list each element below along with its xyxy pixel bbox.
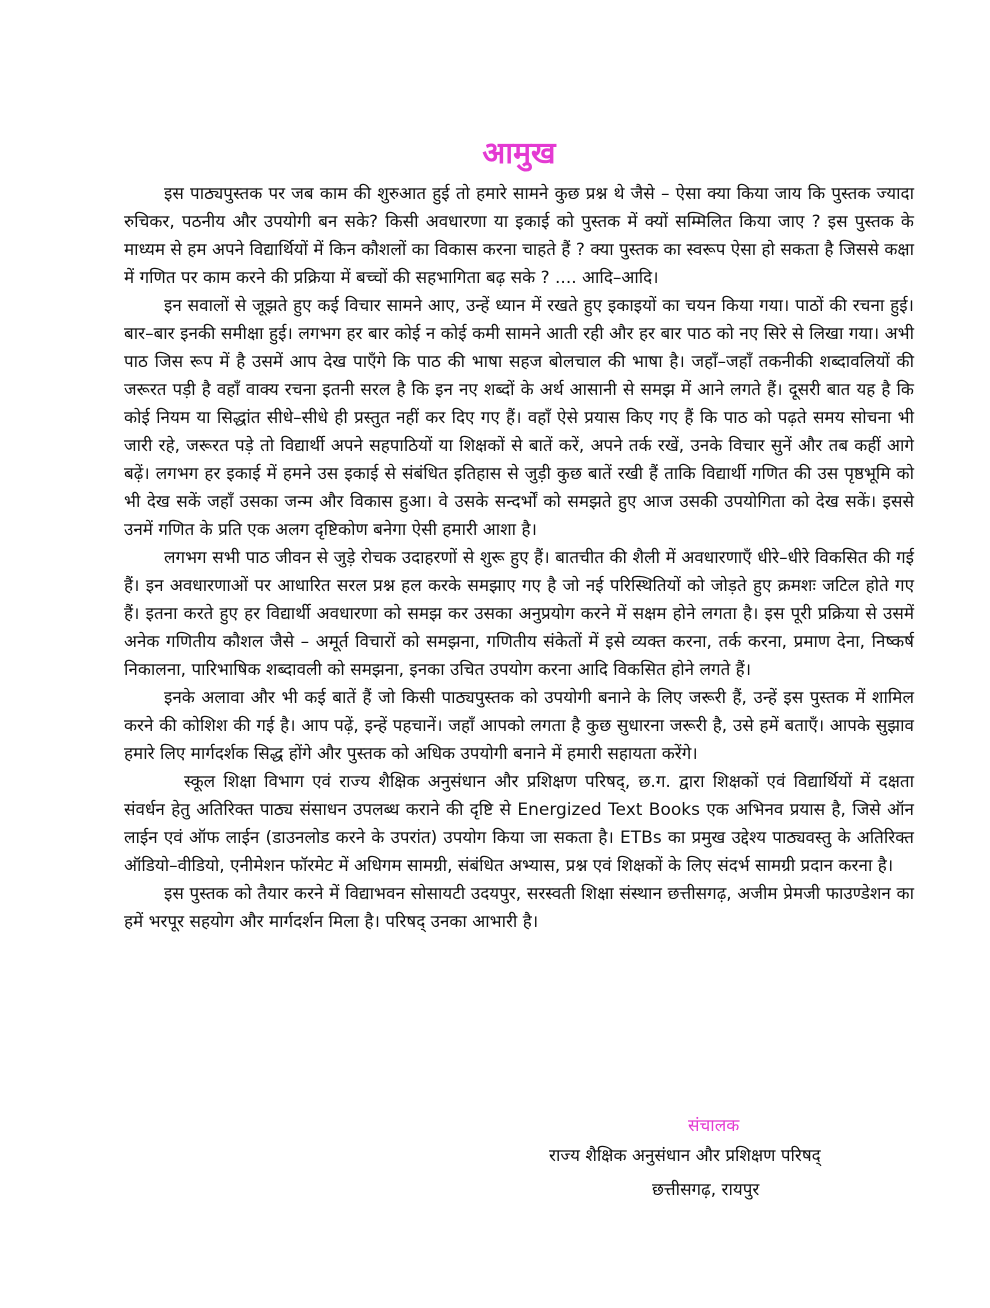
document-body — [124, 180, 914, 936]
page-title: आमुख — [482, 136, 556, 171]
paragraph-etb: स्कूल शिक्षा विभाग एवं राज्य शैक्षिक अनुसंधान और प्रशिक्षण परिषद्, छ.ग. द्वारा शिक्षकों एवं विद्यार्थियों में दक्षता संवर्धन हेतु अतिरिक्त पाठ्य संसाधन उपलब्ध कराने की दृष्टि से Energized Text Books एक अभिनव प्रयास है, जिसे ऑन लाईन एवं ऑफ लाईन (डाउनलोड करने के उपरांत) उपयोग किया जा सकता है। ETBs का प्रमुख उद्देश्य पाठ्यवस्तु के अतिरिक्त ऑडियो–वीडियो, एनीमेशन फॉरमेट में अधिगम सामग्री, संबंधित अभ्यास, प्रश्न एवं शिक्षकों के लिए संदर्भ सामग्री प्रदान करना है। — [124, 772, 914, 876]
signature-place: छत्तीसगढ़, रायपुर — [652, 1180, 760, 1200]
paragraph-process: इन सवालों से जूझते हुए कई विचार सामने आए, उन्हें ध्यान में रखते हुए इकाइयों का चयन किया गया। पाठों की रचना हुई। बार–बार इनकी समीक्षा हुई। लगभग हर बार कोई न कोई कमी सामने आती रही और हर बार पाठ को नए सिरे से लिखा गया। अभी पाठ जिस रूप में है उसमें आप देख पाएँगे कि पाठ की भाषा सहज बोलचाल की भाषा है। जहाँ–जहाँ तकनीकी शब्दावलियों की जरूरत पड़ी है वहाँ वाक्य रचना इतनी सरल है कि इन नए शब्दों के अर्थ आसानी से समझ में आने लगते हैं। दूसरी बात यह है कि कोई नियम या सिद्धांत सीधे–सीधे ही प्रस्तुत नहीं कर दिए गए हैं। वहाँ ऐसे प्रयास किए गए हैं कि पाठ को पढ़ते समय सोचना भी जारी रहे, जरूरत पड़े तो विद्यार्थी अपने सहपाठियों या शिक्षकों से बातें करें, अपने तर्क रखें, उनके विचार सुनें और तब कहीं आगे बढ़ें। लगभग हर इकाई में हमने उस इकाई से संबंधित इतिहास से जुड़ी कुछ बातें रखी हैं ताकि विद्यार्थी गणित की उस पृष्ठभूमि को भी देख सकें जहाँ उसका जन्म और विकास हुआ। वे उसके सन्दर्भों को समझते हुए आज उसकी उपयोगिता को देख सकें। इससे उनमें गणित के प्रति एक अलग दृष्टिकोण बनेगा ऐसी हमारी आशा है। — [124, 296, 914, 540]
paragraph-intro: इस पाठ्यपुस्तक पर जब काम की शुरुआत हुई तो हमारे सामने कुछ प्रश्न थे जैसे – ऐसा क्या किया जाय कि पुस्तक ज्यादा रुचिकर, पठनीय और उपयोगी बन सके? किसी अवधारणा या इकाई को पुस्तक में क्यों सम्मिलित किया जाए ? इस पुस्तक के माध्यम से हम अपने विद्यार्थियों में किन कौशलों का विकास करना चाहते हैं ? क्या पुस्तक का स्वरूप ऐसा हो सकता है जिससे कक्षा में गणित पर काम करने की प्रक्रिया में बच्चों की सहभागिता बढ़ सके ? .... आदि–आदि। — [124, 184, 914, 288]
signature-role: संचालक — [688, 1116, 740, 1136]
paragraph-acknowledgement: इस पुस्तक को तैयार करने में विद्याभवन सोसायटी उदयपुर, सरस्वती शिक्षा संस्थान छत्तीसगढ़, अजीम प्रेमजी फाउण्डेशन का हमें भरपूर सहयोग और मार्गदर्शन मिला है। परिषद् उनका आभारी है। — [124, 884, 914, 932]
paragraph-lessons: लगभग सभी पाठ जीवन से जुड़े रोचक उदाहरणों से शुरू हुए हैं। बातचीत की शैली में अवधारणाएँ धीरे–धीरे विकसित की गई हैं। इन अवधारणाओं पर आधारित सरल प्रश्न हल करके समझाए गए है जो नई परिस्थितियों को जोड़ते हुए क्रमशः जटिल होते गए हैं। इतना करते हुए हर विद्यार्थी अवधारणा को समझ कर उसका अनुप्रयोग करने में सक्षम होने लगता है। इस पूरी प्रक्रिया से उसमें अनेक गणितीय कौशल जैसे – अमूर्त विचारों को समझना, गणितीय संकेतों में इसे व्यक्त करना, तर्क करना, प्रमाण देना, निष्कर्ष निकालना, पारिभाषिक शब्दावली को समझना, इनका उचित उपयोग करना आदि विकसित होने लगते हैं। — [124, 548, 914, 680]
signature-organization: राज्य शैक्षिक अनुसंधान और प्रशिक्षण परिषद् — [549, 1146, 821, 1166]
paragraph-feedback: इनके अलावा और भी कई बातें हैं जो किसी पाठ्यपुस्तक को उपयोगी बनाने के लिए जरूरी हैं, उन्हें इस पुस्तक में शामिल करने की कोशिश की गई है। आप पढ़ें, इन्हें पहचानें। जहाँ आपको लगता है कुछ सुधारना जरूरी है, उसे हमें बताएँ। आपके सुझाव हमारे लिए मार्गदर्शक सिद्ध होंगे और पुस्तक को अधिक उपयोगी बनाने में हमारी सहायता करेंगे। — [124, 688, 914, 764]
